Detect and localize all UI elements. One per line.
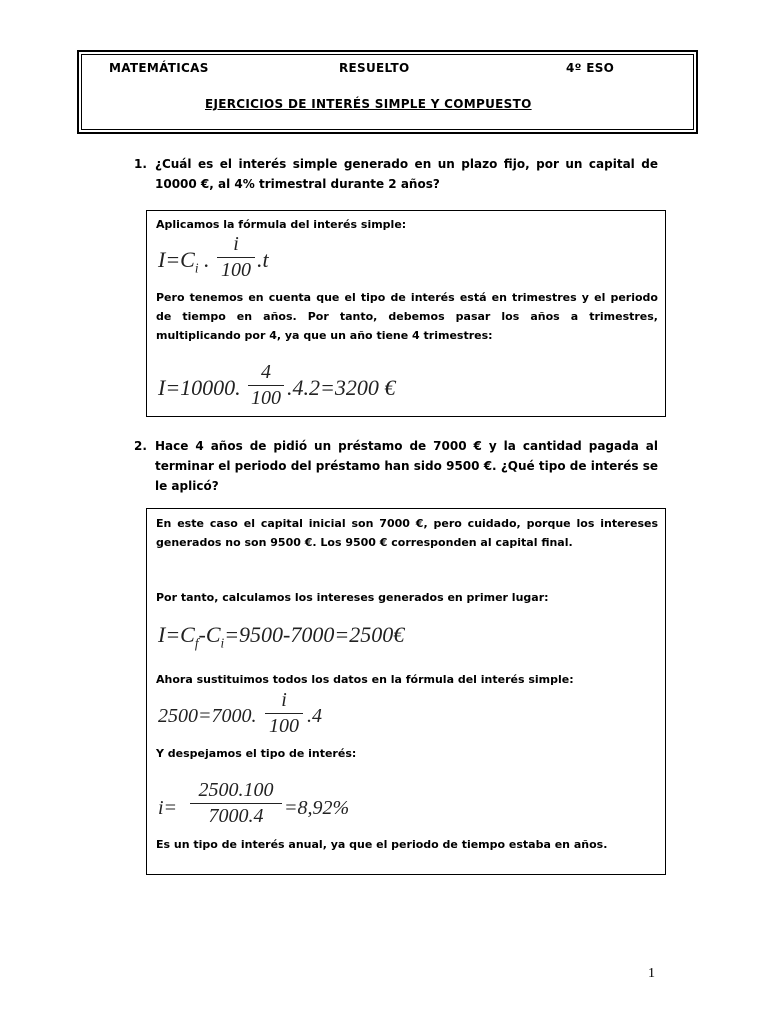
- answer-2-paragraph-4: Y despejamos el tipo de interés:: [156, 747, 357, 760]
- formula-sub: i: [194, 260, 199, 276]
- formula1-sub1: f: [194, 635, 199, 651]
- formula-fraction: [217, 233, 255, 282]
- answer-1-explanation: Pero tenemos en cuenta que el tipo de interés está en trimestres y el periodo de tiempo en años. Por tanto, debemos pasar los años a trimestres, multiplicando por 4, ya que un año tiene 4 trimestres:: [156, 291, 658, 342]
- calc-fraction: [248, 361, 284, 410]
- formula2-denominator: 100: [269, 715, 299, 737]
- formula2-numerator: i: [281, 689, 287, 711]
- formula2-fraction: [265, 689, 303, 738]
- formula-denominator: 100: [221, 259, 251, 281]
- answer-1-box: [146, 210, 666, 417]
- answer-1-intro: Aplicamos la fórmula del interés simple:: [156, 218, 407, 231]
- document-title: EJERCICIOS DE INTERÉS SIMPLE Y COMPUESTO: [205, 97, 532, 111]
- question-1-number: 1.: [134, 157, 147, 171]
- calc-tail: .4.2=3200 €: [287, 375, 396, 400]
- answer-2-box: [146, 508, 666, 875]
- formula2-lhs: 2500=7000.: [158, 705, 257, 727]
- answer-2-paragraph-5: Es un tipo de interés anual, ya que el periodo de tiempo estaba en años.: [156, 838, 608, 851]
- formula-lhs: I=C: [158, 247, 195, 272]
- formula-dot: .: [198, 247, 210, 272]
- header-status: RESUELTO: [339, 61, 410, 75]
- question-1-text: ¿Cuál es el interés simple generado en un plazo fijo, por un capital de 10000 €, al 4% trimestral durante 2 años?: [155, 157, 658, 191]
- formula3-numerator: 2500.100: [198, 779, 274, 801]
- answer-2-paragraph-1: En este caso el capital inicial son 7000 €, pero cuidado, porque los intereses generados no son 9500 €. Los 9500 € corresponden al capital final.: [156, 517, 658, 549]
- formula1-c: =9500-7000=2500€: [224, 622, 405, 647]
- formula-numerator: i: [233, 233, 239, 255]
- page-number: 1: [648, 966, 655, 981]
- question-2-text: Hace 4 años de pidió un préstamo de 7000 € y la cantidad pagada al terminar el periodo del préstamo han sido 9500 €. ¿Qué tipo de interés se le aplicó?: [155, 439, 658, 493]
- formula1-b: -C: [198, 622, 221, 647]
- calc-numerator: 4: [261, 361, 271, 383]
- formula2-tail: .4: [307, 705, 322, 727]
- document-header: [77, 50, 698, 134]
- formula3-denominator: 7000.4: [208, 805, 264, 827]
- formula-tail: .t: [257, 247, 269, 272]
- question-2-number: 2.: [134, 439, 147, 453]
- header-subject: MATEMÁTICAS: [109, 61, 209, 75]
- formula1-a: I=C: [158, 622, 195, 647]
- formula3-tail: =8,92%: [284, 797, 350, 819]
- calc-denominator: 100: [251, 387, 281, 409]
- answer-2-paragraph-2: Por tanto, calculamos los intereses generados en primer lugar:: [156, 591, 549, 604]
- answer-2-paragraph-3: Ahora sustituimos todos los datos en la fórmula del interés simple:: [156, 673, 574, 686]
- formula3-lhs: i=: [158, 797, 178, 819]
- calc-lhs: I=10000.: [158, 375, 241, 400]
- header-level: 4º ESO: [566, 61, 615, 75]
- formula1-sub2: i: [220, 635, 225, 651]
- formula3-fraction: [190, 779, 282, 828]
